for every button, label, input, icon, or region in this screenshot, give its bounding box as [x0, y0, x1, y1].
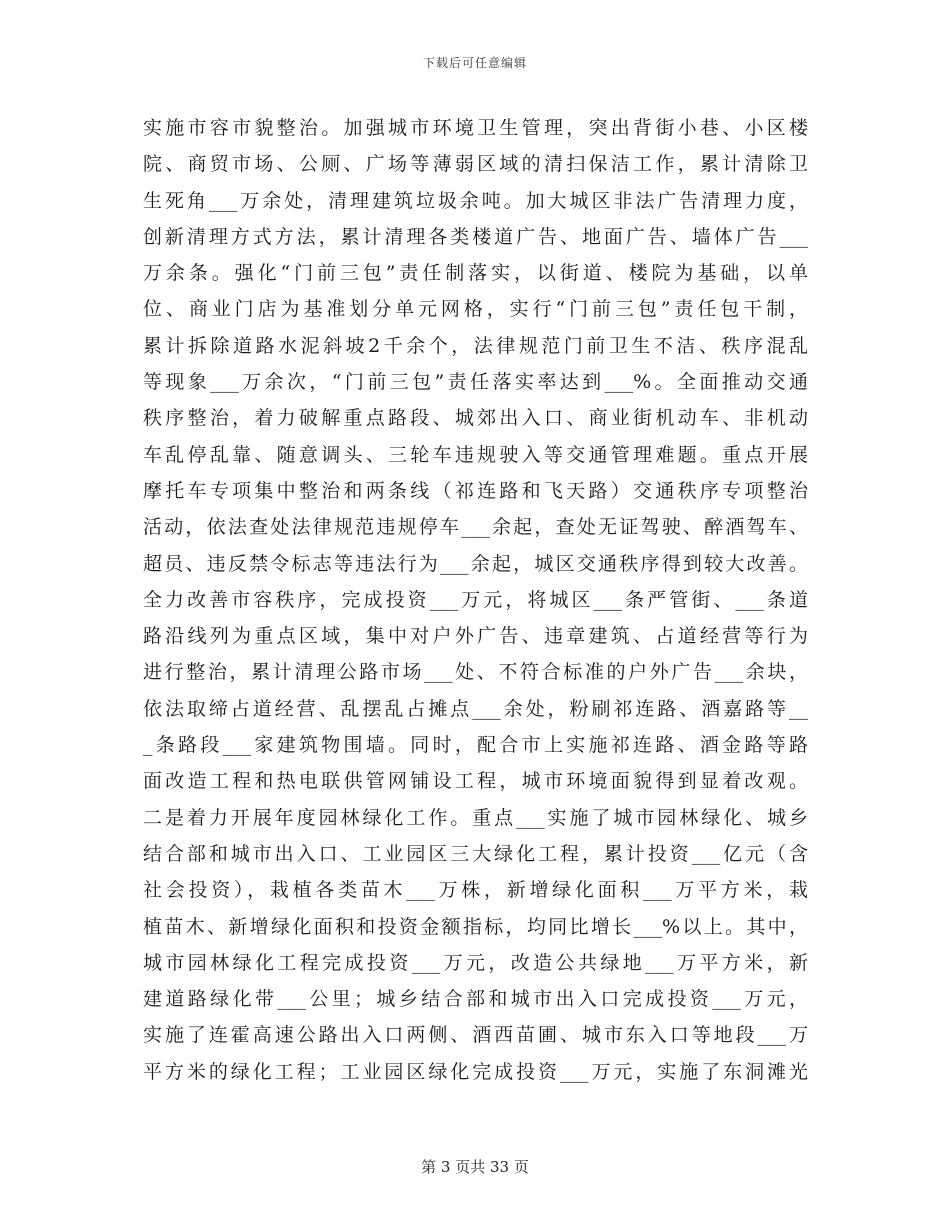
body-text-line: 社会投资），栽植各类苗木___万株，新增绿化面积___万平方米，栽 [143, 879, 808, 902]
body-text-line: 超员、违反禁令标志等违法行为___余起，城区交通秩序得到较大改善。 [143, 552, 808, 575]
body-text-line: 创新清理方式方法，累计清理各类楼道广告、地面广告、墙体广告___ [143, 225, 808, 248]
body-text-line: 面改造工程和热电联供管网铺设工程，城市环境面貌得到显着改观。 [143, 770, 808, 793]
body-text-line: 建道路绿化带___公里；城乡结合部和城市出入口完成投资___万元， [143, 988, 808, 1011]
body-text-line: 植苗木、新增绿化面积和投资金额指标，均同比增长___%以上。其中， [143, 915, 808, 938]
body-text-line: 活动，依法查处法律规范违规停车___余起，查处无证驾驶、醉酒驾车、 [143, 516, 808, 539]
body-text-line: 城市园林绿化工程完成投资___万元，改造公共绿地___万平方米，新 [143, 951, 808, 974]
body-text-line: 结合部和城市出入口、工业园区三大绿化工程，累计投资___亿元（含 [143, 842, 808, 865]
body-text-line: 院、商贸市场、公厕、广场等薄弱区域的清扫保洁工作，累计清除卫 [143, 153, 808, 176]
document-body [143, 110, 808, 1090]
body-text-line: _条路段___家建筑物围墙。同时，配合市上实施祁连路、酒金路等路 [143, 734, 808, 757]
body-text-line: 实施了连霍高速公路出入口两侧、酒西苗圃、城市东入口等地段___万 [143, 1024, 808, 1047]
body-text-line: 位、商业门店为基准划分单元网格，实行“门前三包”责任包干制， [143, 298, 808, 321]
body-text-line: 万余条。强化“门前三包”责任制落实，以街道、楼院为基础，以单 [143, 262, 808, 285]
body-text-line: 等现象___万余次，“门前三包”责任落实率达到___%。全面推动交通 [143, 371, 808, 394]
body-text-line: 全力改善市容秩序，完成投资___万元，将城区___条严管街、___条道 [143, 588, 808, 611]
body-text-line: 进行整治，累计清理公路市场___处、不符合标准的户外广告___余块， [143, 661, 808, 684]
body-text-line: 秩序整治，着力破解重点路段、城郊出入口、商业街机动车、非机动 [143, 407, 808, 430]
body-text-line: 实施市容市貌整治。加强城市环境卫生管理，突出背街小巷、小区楼 [143, 117, 808, 139]
body-text-line: 生死角___万余处，清理建筑垃圾余吨。加大城区非法广告清理力度， [143, 189, 808, 212]
body-text-line: 车乱停乱靠、随意调头、三轮车违规驶入等交通管理难题。重点开展 [143, 443, 808, 466]
body-text-line: 依法取缔占道经营、乱摆乱占摊点___余处，粉刷祁连路、酒嘉路等__ [143, 697, 808, 720]
body-text-line: 路沿线列为重点区域，集中对户外广告、违章建筑、占道经营等行为 [143, 625, 808, 648]
body-text-line: 平方米的绿化工程；工业园区绿化完成投资___万元，实施了东洞滩光 [143, 1060, 808, 1083]
body-text-line: 二是着力开展年度园林绿化工作。重点___实施了城市园林绿化、城乡 [143, 806, 808, 829]
page-footer: 第 3 页共 33 页 [421, 1158, 529, 1176]
body-text-line: 摩托车专项集中整治和两条线（祁连路和飞天路）交通秩序专项整治 [143, 479, 808, 502]
page-header: 下载后可任意编辑 [422, 56, 527, 70]
body-text-line: 累计拆除道路水泥斜坡2千余个，法律规范门前卫生不洁、秩序混乱 [143, 334, 808, 357]
